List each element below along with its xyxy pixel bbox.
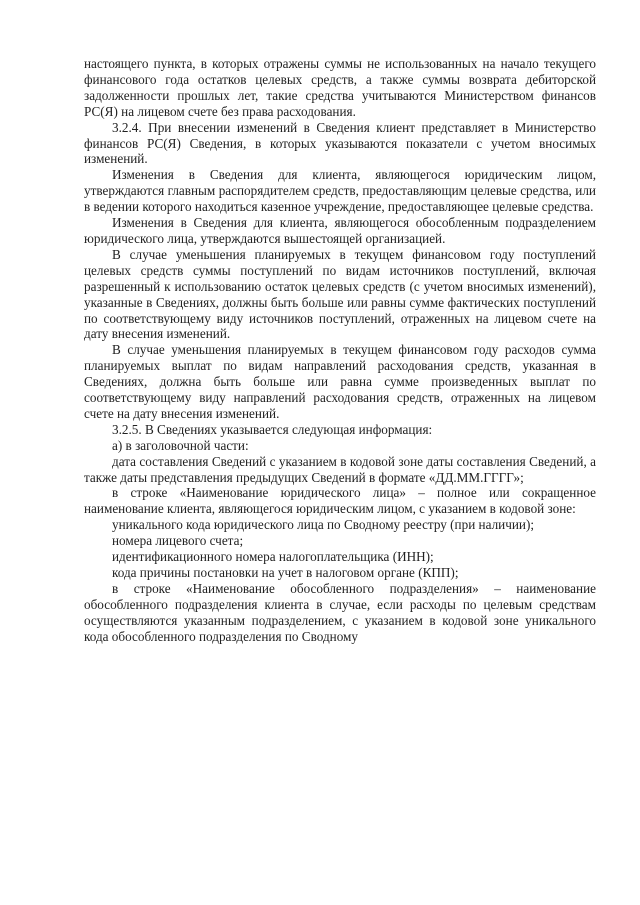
paragraph-changes-subdivision: Изменения в Сведения для клиента, являющегося обособленным подразделением юридического лица, утверждаются вышестоящей организацией. xyxy=(84,215,596,246)
paragraph-changes-legal-entity: Изменения в Сведения для клиента, являющегося юридическим лицом, утверждаются главным распорядителем средств, предоставляющим целевые средства, или в ведении которого находиться казенное учреждение, предоставляющее целевые средства. xyxy=(84,167,596,215)
paragraph-decrease-receipts: В случае уменьшения планируемых в текущем финансовом году поступлений целевых средств суммы поступлений по видам источников поступлений, включая разрешенный к использованию остаток целевых средств (с учетом вносимых изменений), указанные в Сведениях, должны быть больше или равны сумме фактических поступлений по соответствующему виду источников поступлений, отраженных на лицевом счете на дату внесения изменений. xyxy=(84,246,596,342)
document-body xyxy=(84,56,596,645)
paragraph-legal-entity-name: в строке «Наименование юридического лица» – полное или сокращенное наименование клиента, являющегося юридическим лицом, с указанием в кодовой зоне: xyxy=(84,485,596,517)
paragraph-subdivision-name: в строке «Наименование обособленного подразделения» – наименование обособленного подразделения клиента в случае, если расходы по целевым средствам осуществляются указанным подразделением, с указанием в кодовой зоне уникального кода обособленного подразделения по Сводному xyxy=(84,580,596,644)
paragraph-unique-code: уникального кода юридического лица по Сводному реестру (при наличии); xyxy=(112,517,535,533)
paragraph-inn: идентификационного номера налогоплательщика (ИНН); xyxy=(112,549,434,565)
paragraph-header-part: а) в заголовочной части: xyxy=(112,437,249,453)
paragraph-date-of-compilation: дата составления Сведений с указанием в кодовой зоне даты составления Сведений, а также даты представления предыдущих Сведений в формате «ДД.ММ.ГГГГ»; xyxy=(84,453,596,485)
paragraph-3-2-5: 3.2.5. В Сведениях указывается следующая информация: xyxy=(112,421,433,437)
paragraph-kpp: кода причины постановки на учет в налоговом органе (КПП); xyxy=(112,565,459,580)
paragraph-account-number: номера лицевого счета; xyxy=(112,533,244,549)
paragraph-3-2-4: 3.2.4. При внесении изменений в Сведения клиент представляет в Министерство финансов РС(Я) Сведения, в которых указываются показатели с учетом вносимых изменений. xyxy=(84,119,596,167)
paragraph-continuation: настоящего пункта, в которых отражены суммы не использованных на начало текущего финансового года остатков целевых средств, а также суммы возврата дебиторской задолженности прошлых лет, такие средства учитываются Министерством финансов РС(Я) на лицевом счете без права расходования. xyxy=(84,56,596,119)
paragraph-decrease-expenses: В случае уменьшения планируемых в текущем финансовом году расходов сумма планируемых выплат по видам направлений расходования средств, указанная в Сведениях, должна быть больше или равна сумме произведенных выплат по соответствующему виду направлений расходования средств, отраженных на лицевом счете на дату внесения изменений. xyxy=(84,342,596,421)
